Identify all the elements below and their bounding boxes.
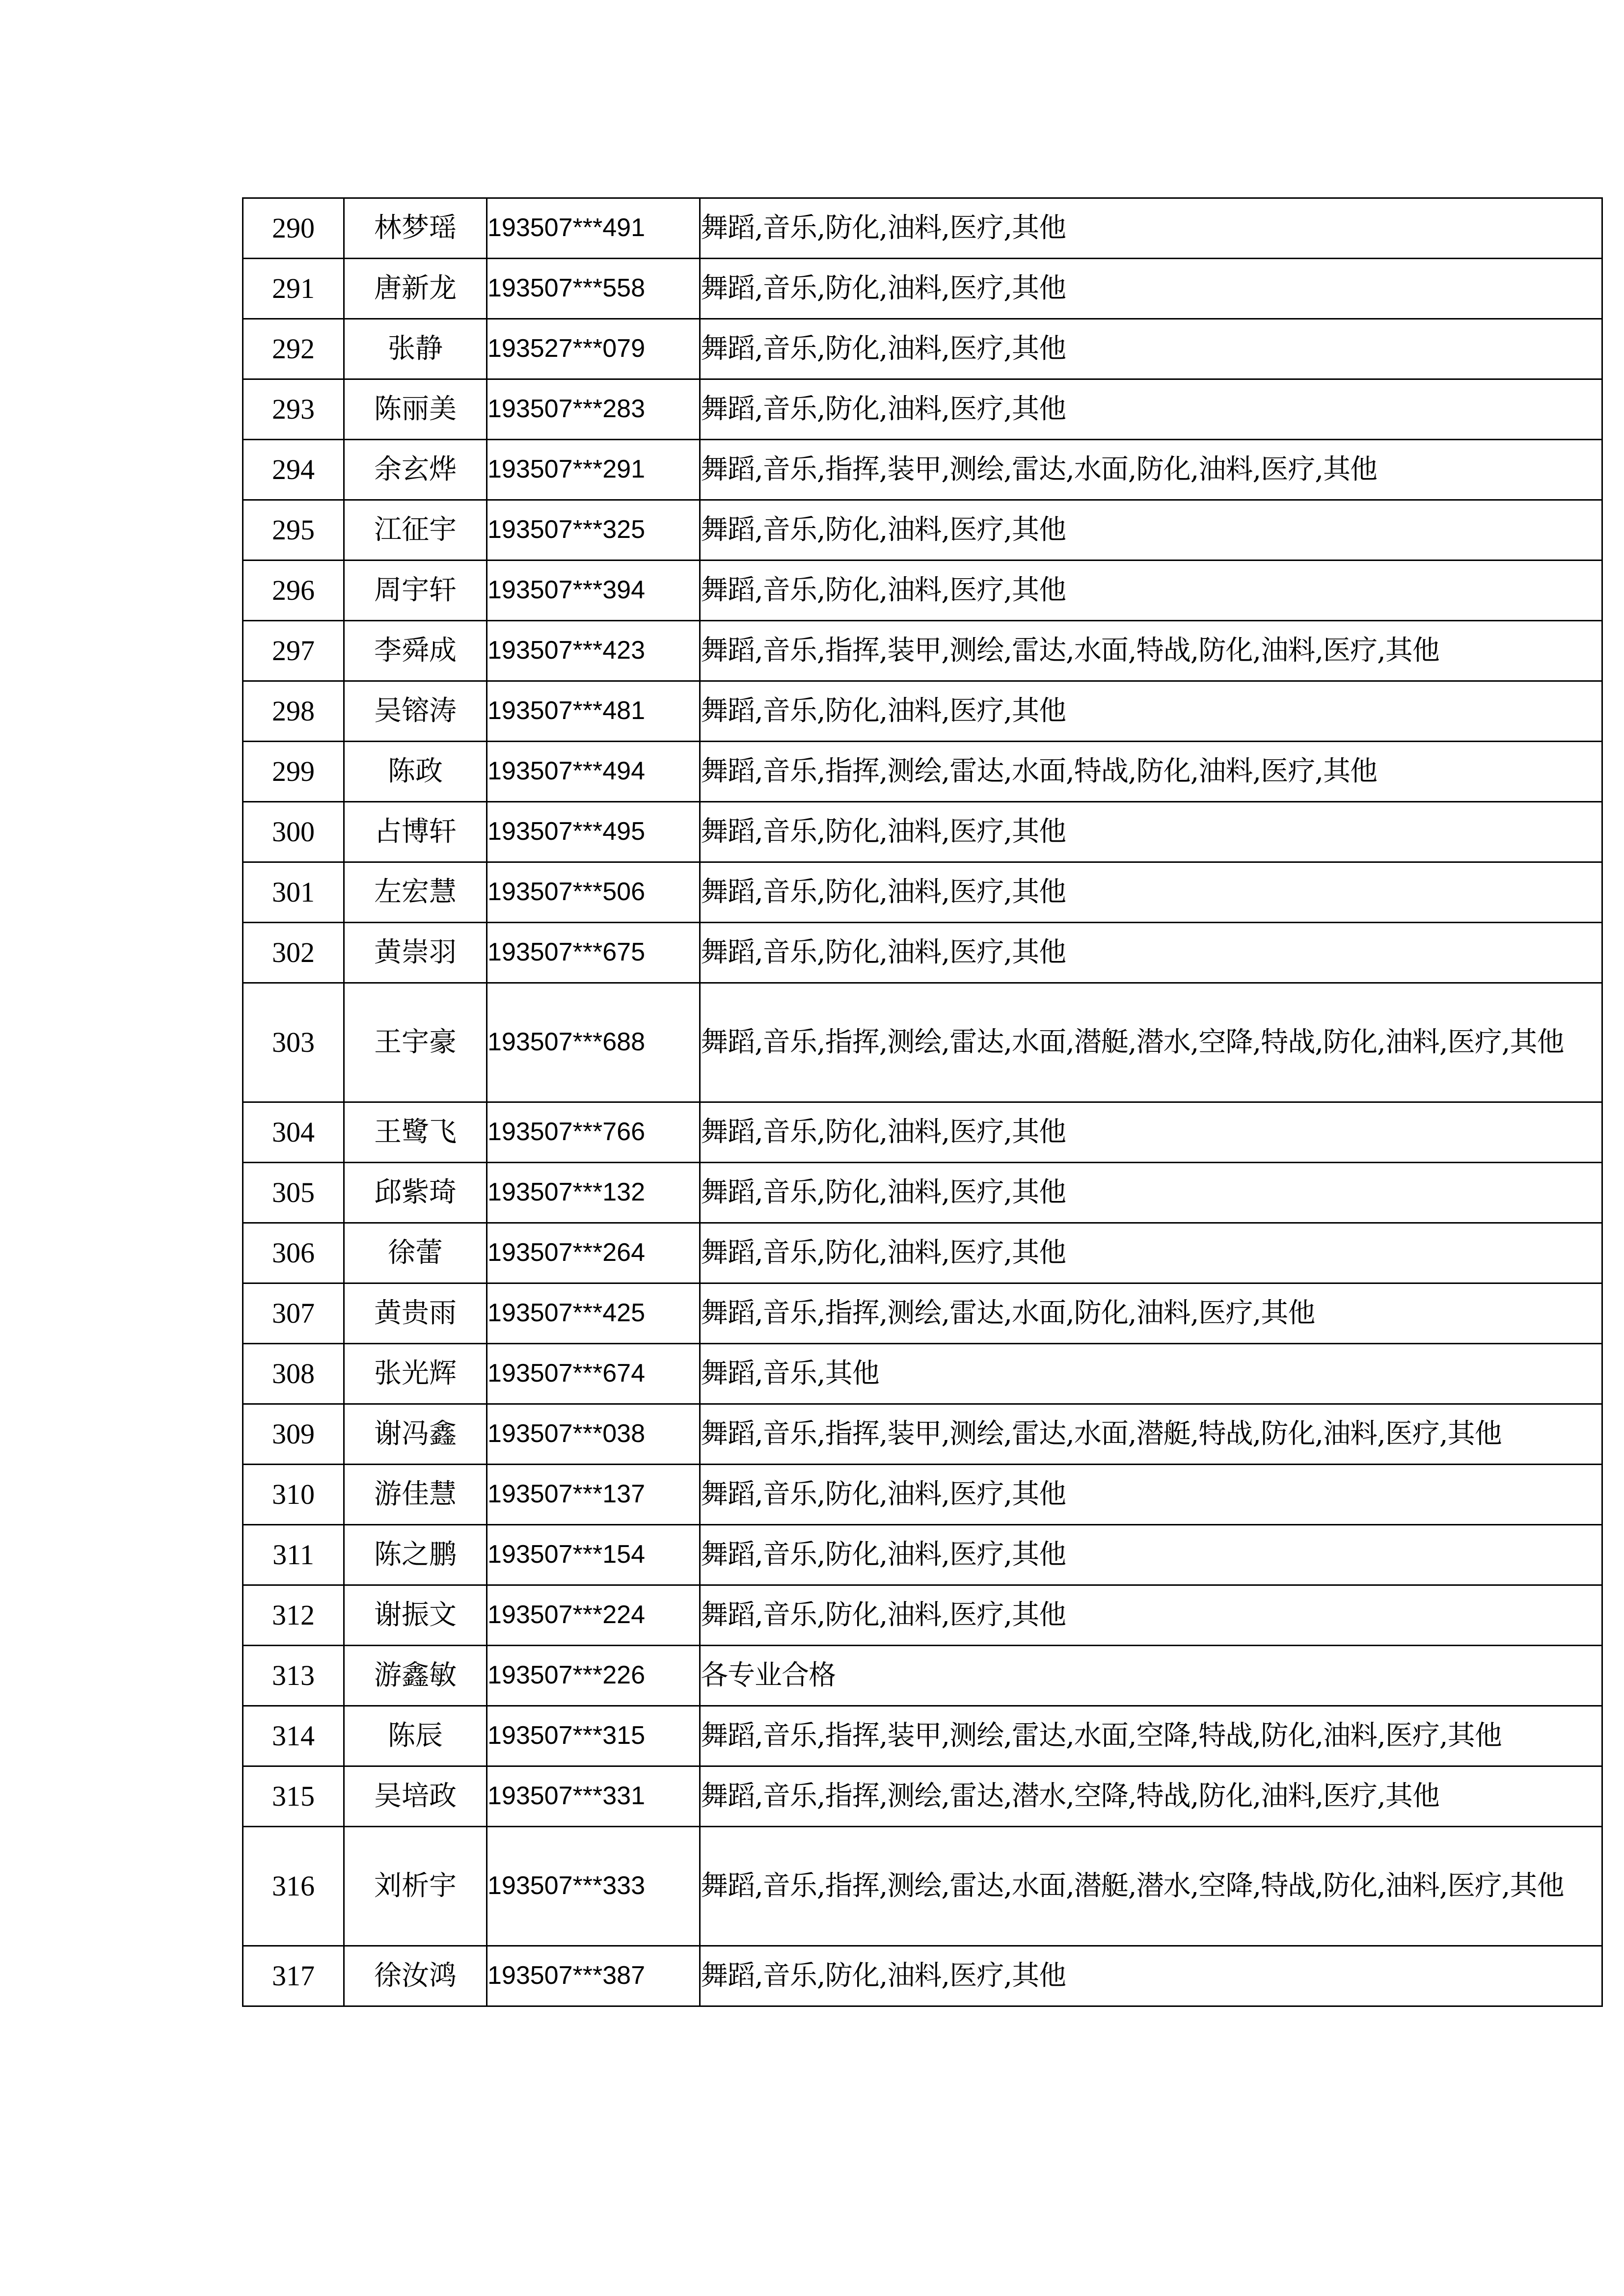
name-cell: 谢冯鑫 (344, 1404, 487, 1465)
name-cell: 刘析宇 (344, 1827, 487, 1946)
table-row (243, 198, 1602, 259)
table-row (243, 621, 1602, 681)
table-row (243, 1465, 1602, 1525)
name-cell: 林梦瑶 (344, 198, 487, 259)
qualified-majors-cell: 舞蹈,音乐,其他 (700, 1344, 1602, 1404)
table-row (243, 1223, 1602, 1283)
row-number-cell: 301 (243, 862, 344, 923)
name-cell: 陈之鹏 (344, 1525, 487, 1585)
qualified-majors-cell: 舞蹈,音乐,防化,油料,医疗,其他 (700, 923, 1602, 983)
id-number-cell: 193507***154 (487, 1525, 700, 1585)
row-number-cell: 312 (243, 1585, 344, 1646)
name-cell: 陈辰 (344, 1706, 487, 1766)
table-row (243, 681, 1602, 742)
name-cell: 江征宇 (344, 500, 487, 561)
row-number-cell: 311 (243, 1525, 344, 1585)
qualified-majors-cell: 舞蹈,音乐,防化,油料,医疗,其他 (700, 681, 1602, 742)
qualified-majors-cell: 舞蹈,音乐,指挥,装甲,测绘,雷达,水面,潜艇,特战,防化,油料,医疗,其他 (700, 1404, 1602, 1465)
name-cell: 王宇豪 (344, 983, 487, 1102)
name-cell: 周宇轩 (344, 561, 487, 621)
table-row (243, 319, 1602, 379)
id-number-cell: 193507***224 (487, 1585, 700, 1646)
row-number-cell: 291 (243, 259, 344, 319)
id-number-cell: 193507***132 (487, 1163, 700, 1223)
name-cell: 徐汝鸿 (344, 1946, 487, 2006)
id-number-cell: 193507***674 (487, 1344, 700, 1404)
qualified-majors-cell: 各专业合格 (700, 1646, 1602, 1706)
table-row (243, 862, 1602, 923)
id-number-cell: 193507***494 (487, 742, 700, 802)
name-cell: 张静 (344, 319, 487, 379)
qualified-majors-cell: 舞蹈,音乐,防化,油料,医疗,其他 (700, 379, 1602, 440)
roster-body (243, 198, 1602, 2006)
qualified-majors-cell: 舞蹈,音乐,防化,油料,医疗,其他 (700, 319, 1602, 379)
id-number-cell: 193507***481 (487, 681, 700, 742)
table-row (243, 1585, 1602, 1646)
row-number-cell: 314 (243, 1706, 344, 1766)
table-row (243, 1344, 1602, 1404)
qualified-majors-cell: 舞蹈,音乐,防化,油料,医疗,其他 (700, 259, 1602, 319)
table-row (243, 1827, 1602, 1946)
id-number-cell: 193507***688 (487, 983, 700, 1102)
qualified-majors-cell: 舞蹈,音乐,防化,油料,医疗,其他 (700, 1585, 1602, 1646)
roster-table (242, 197, 1603, 2007)
row-number-cell: 297 (243, 621, 344, 681)
row-number-cell: 292 (243, 319, 344, 379)
id-number-cell: 193507***491 (487, 198, 700, 259)
name-cell: 左宏慧 (344, 862, 487, 923)
name-cell: 游佳慧 (344, 1465, 487, 1525)
id-number-cell: 193507***387 (487, 1946, 700, 2006)
id-number-cell: 193507***264 (487, 1223, 700, 1283)
qualified-majors-cell: 舞蹈,音乐,防化,油料,医疗,其他 (700, 1163, 1602, 1223)
row-number-cell: 317 (243, 1946, 344, 2006)
row-number-cell: 295 (243, 500, 344, 561)
qualified-majors-cell: 舞蹈,音乐,防化,油料,医疗,其他 (700, 802, 1602, 862)
row-number-cell: 294 (243, 440, 344, 500)
id-number-cell: 193507***315 (487, 1706, 700, 1766)
row-number-cell: 305 (243, 1163, 344, 1223)
table-row (243, 440, 1602, 500)
table-row (243, 1646, 1602, 1706)
row-number-cell: 307 (243, 1283, 344, 1344)
qualified-majors-cell: 舞蹈,音乐,指挥,装甲,测绘,雷达,水面,空降,特战,防化,油料,医疗,其他 (700, 1706, 1602, 1766)
qualified-majors-cell: 舞蹈,音乐,防化,油料,医疗,其他 (700, 862, 1602, 923)
table-row (243, 500, 1602, 561)
name-cell: 陈政 (344, 742, 487, 802)
name-cell: 张光辉 (344, 1344, 487, 1404)
name-cell: 唐新龙 (344, 259, 487, 319)
id-number-cell: 193507***325 (487, 500, 700, 561)
id-number-cell: 193507***333 (487, 1827, 700, 1946)
qualified-majors-cell: 舞蹈,音乐,防化,油料,医疗,其他 (700, 1525, 1602, 1585)
qualified-majors-cell: 舞蹈,音乐,指挥,装甲,测绘,雷达,水面,防化,油料,医疗,其他 (700, 440, 1602, 500)
name-cell: 邱紫琦 (344, 1163, 487, 1223)
id-number-cell: 193507***291 (487, 440, 700, 500)
row-number-cell: 315 (243, 1766, 344, 1827)
id-number-cell: 193507***137 (487, 1465, 700, 1525)
row-number-cell: 302 (243, 923, 344, 983)
id-number-cell: 193507***425 (487, 1283, 700, 1344)
table-row (243, 923, 1602, 983)
row-number-cell: 304 (243, 1102, 344, 1163)
id-number-cell: 193507***675 (487, 923, 700, 983)
row-number-cell: 309 (243, 1404, 344, 1465)
name-cell: 吴培政 (344, 1766, 487, 1827)
qualified-majors-cell: 舞蹈,音乐,指挥,测绘,雷达,水面,潜艇,潜水,空降,特战,防化,油料,医疗,其他 (700, 1827, 1602, 1946)
qualified-majors-cell: 舞蹈,音乐,指挥,测绘,雷达,潜水,空降,特战,防化,油料,医疗,其他 (700, 1766, 1602, 1827)
table-row (243, 1283, 1602, 1344)
name-cell: 吴镕涛 (344, 681, 487, 742)
table-row (243, 1766, 1602, 1827)
table-row (243, 379, 1602, 440)
row-number-cell: 303 (243, 983, 344, 1102)
qualified-majors-cell: 舞蹈,音乐,指挥,测绘,雷达,水面,潜艇,潜水,空降,特战,防化,油料,医疗,其他 (700, 983, 1602, 1102)
table-row (243, 561, 1602, 621)
qualified-majors-cell: 舞蹈,音乐,防化,油料,医疗,其他 (700, 1946, 1602, 2006)
qualified-majors-cell: 舞蹈,音乐,指挥,测绘,雷达,水面,防化,油料,医疗,其他 (700, 1283, 1602, 1344)
id-number-cell: 193507***394 (487, 561, 700, 621)
name-cell: 占博轩 (344, 802, 487, 862)
name-cell: 黄贵雨 (344, 1283, 487, 1344)
qualified-majors-cell: 舞蹈,音乐,防化,油料,医疗,其他 (700, 198, 1602, 259)
row-number-cell: 293 (243, 379, 344, 440)
qualified-majors-cell: 舞蹈,音乐,防化,油料,医疗,其他 (700, 1223, 1602, 1283)
qualified-majors-cell: 舞蹈,音乐,指挥,测绘,雷达,水面,特战,防化,油料,医疗,其他 (700, 742, 1602, 802)
id-number-cell: 193507***283 (487, 379, 700, 440)
name-cell: 游鑫敏 (344, 1646, 487, 1706)
qualified-majors-cell: 舞蹈,音乐,防化,油料,医疗,其他 (700, 500, 1602, 561)
id-number-cell: 193507***558 (487, 259, 700, 319)
row-number-cell: 300 (243, 802, 344, 862)
id-number-cell: 193507***495 (487, 802, 700, 862)
name-cell: 陈丽美 (344, 379, 487, 440)
qualified-majors-cell: 舞蹈,音乐,指挥,装甲,测绘,雷达,水面,特战,防化,油料,医疗,其他 (700, 621, 1602, 681)
qualified-majors-cell: 舞蹈,音乐,防化,油料,医疗,其他 (700, 1102, 1602, 1163)
table-row (243, 1946, 1602, 2006)
table-row (243, 1404, 1602, 1465)
table-row (243, 1525, 1602, 1585)
row-number-cell: 298 (243, 681, 344, 742)
row-number-cell: 316 (243, 1827, 344, 1946)
table-row (243, 1706, 1602, 1766)
id-number-cell: 193507***038 (487, 1404, 700, 1465)
row-number-cell: 313 (243, 1646, 344, 1706)
table-row (243, 802, 1602, 862)
row-number-cell: 306 (243, 1223, 344, 1283)
row-number-cell: 310 (243, 1465, 344, 1525)
table-row (243, 983, 1602, 1102)
id-number-cell: 193507***766 (487, 1102, 700, 1163)
name-cell: 谢振文 (344, 1585, 487, 1646)
qualified-majors-cell: 舞蹈,音乐,防化,油料,医疗,其他 (700, 1465, 1602, 1525)
id-number-cell: 193507***226 (487, 1646, 700, 1706)
id-number-cell: 193507***331 (487, 1766, 700, 1827)
name-cell: 余玄烨 (344, 440, 487, 500)
id-number-cell: 193507***423 (487, 621, 700, 681)
table-row (243, 259, 1602, 319)
name-cell: 李舜成 (344, 621, 487, 681)
name-cell: 王鹭飞 (344, 1102, 487, 1163)
table-row (243, 1102, 1602, 1163)
table-row (243, 1163, 1602, 1223)
row-number-cell: 290 (243, 198, 344, 259)
qualified-majors-cell: 舞蹈,音乐,防化,油料,医疗,其他 (700, 561, 1602, 621)
name-cell: 徐蕾 (344, 1223, 487, 1283)
row-number-cell: 308 (243, 1344, 344, 1404)
table-row (243, 742, 1602, 802)
name-cell: 黄崇羽 (344, 923, 487, 983)
id-number-cell: 193527***079 (487, 319, 700, 379)
id-number-cell: 193507***506 (487, 862, 700, 923)
row-number-cell: 296 (243, 561, 344, 621)
row-number-cell: 299 (243, 742, 344, 802)
